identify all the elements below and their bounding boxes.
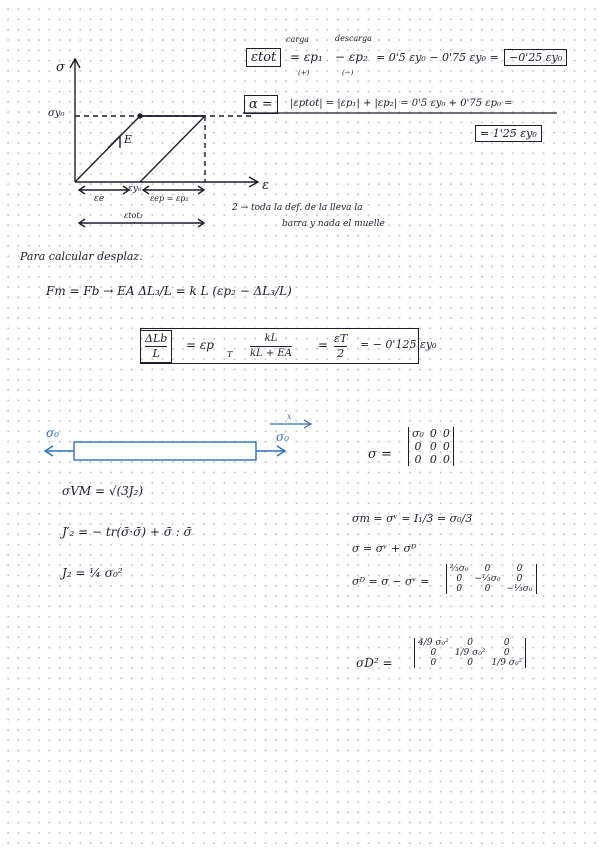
kl-den: kL + EA: [250, 348, 292, 359]
right-sigma-label: σ₀: [276, 430, 290, 444]
elastic-load-line: [75, 116, 140, 182]
left-sigma-label: σ₀: [46, 426, 60, 440]
sigma-32: 0: [429, 453, 437, 466]
label-descarga: descarga: [335, 34, 372, 43]
strain-result-boxed: −0'25 εy₀: [504, 49, 567, 66]
sigma-31: 0: [414, 453, 422, 466]
devsq-31: 0: [430, 658, 437, 668]
section-title: Para calcular desplaz.: [20, 250, 143, 263]
bar-body: [74, 442, 256, 460]
devsq-12: 0: [467, 638, 473, 648]
dev-33: −⅓σ₀: [506, 584, 533, 594]
sign-minus: (−): [342, 69, 354, 77]
slope-triangle: [108, 136, 120, 148]
eps-e-label: εe: [94, 194, 105, 204]
eps-t-den: 2: [337, 347, 345, 360]
kl-num: kL: [250, 332, 292, 347]
note-line-2: barra y nada el muelle: [282, 219, 385, 229]
dev-23: 0: [516, 574, 523, 584]
sigma-12: 0: [429, 427, 437, 440]
force-equilibrium: Fm = Fb → EA ΔL₃/L = k L (εp₂ − ΔL₃/L): [46, 284, 292, 298]
disp-result-text: = − 0'125 εy₀: [360, 338, 437, 351]
eps-tot-label: εtot₂: [124, 211, 143, 220]
eps-y0-label: εy₀: [128, 184, 142, 194]
sigma-11: σ₀: [412, 427, 424, 440]
eps-p1-term: = εp₁: [290, 50, 323, 64]
dev-31: 0: [456, 584, 463, 594]
devsq-11: 4/9 σ₀²: [418, 638, 449, 648]
plot-x-label: ε: [262, 178, 269, 193]
devsq-22: 1/9 σ₀²: [454, 648, 486, 658]
slope-e-label: E: [124, 133, 133, 146]
dev-12: 0: [484, 564, 491, 574]
devsq-32: 0: [467, 658, 473, 668]
eps-ep-label: εep = εp₂: [150, 194, 189, 203]
sigma-22: 0: [429, 440, 437, 453]
sigma-23: 0: [442, 440, 450, 453]
dev-32: 0: [484, 584, 491, 594]
dev-22: −⅓σ₀: [474, 574, 501, 584]
j2-eq: J₂ = ¼ σ₀²: [62, 566, 123, 580]
eps-p2-term: − εp₂: [335, 50, 368, 64]
alpha-boxed: α =: [244, 95, 278, 114]
deviator-lhs: σᴰ = σ − σᵛ =: [352, 575, 430, 588]
sign-plus: (+): [298, 69, 310, 77]
loaded-bar: [45, 420, 311, 460]
disp-den: L: [152, 347, 160, 360]
eps-t-num: εT: [334, 332, 348, 345]
disp-eq1: = εp: [186, 338, 214, 352]
yield-point: [138, 114, 142, 118]
dev-21: 0: [456, 574, 463, 584]
plot-y-label: σ: [56, 60, 65, 75]
x-direction-label: x: [287, 412, 292, 421]
von-mises-eq: σVM = √(3J₂): [62, 484, 144, 498]
sigma-13: 0: [442, 427, 450, 440]
sigma-matrix-lhs: σ =: [368, 447, 392, 462]
sigma-33: 0: [442, 453, 450, 466]
label-carga: carga: [286, 35, 309, 44]
strain-rhs: = 0'5 εy₀ − 0'75 εy₀ =: [376, 51, 499, 64]
deviator-sq-matrix: [414, 638, 526, 668]
decomposition-eq: σ = σᵛ + σᴰ: [352, 542, 417, 555]
devsq-23: 0: [503, 648, 510, 658]
deviator-sq-lhs: σD² =: [356, 656, 393, 670]
deviator-matrix: [446, 564, 537, 594]
disp-eq2: =: [318, 338, 329, 352]
devsq-33: 1/9 σ₀²: [491, 658, 523, 668]
devsq-13: 0: [503, 638, 510, 648]
eps-tot-boxed: εtot: [246, 48, 281, 67]
disp-eq1-sub: T: [227, 350, 233, 359]
disp-outer-box: [140, 328, 419, 364]
dev-11: ⅔σ₀: [450, 564, 469, 574]
mean-stress-eq: σm = σᵛ = I₁/3 = σ₀/3: [352, 512, 473, 525]
note-line-1: 2 → toda la def. de la lleva la: [232, 203, 363, 213]
devsq-21: 0: [430, 648, 437, 658]
sigma-y0-label: σy₀: [48, 108, 65, 119]
j2-prime-eq: J′₂ = − tr(σ̄·σ̄) + σ̄ : σ̄: [62, 525, 192, 539]
dev-13: 0: [516, 564, 523, 574]
sigma-21: 0: [414, 440, 422, 453]
unload-line: [140, 116, 205, 182]
disp-num: ΔLb: [145, 332, 168, 345]
alpha-rhs: |εptot| = |εp₁| + |εp₂| = 0'5 εy₀ + 0'75 εp₀ =: [290, 98, 513, 109]
sigma-matrix: [408, 427, 454, 466]
alpha-result-boxed: = 1'25 εy₀: [475, 125, 542, 142]
